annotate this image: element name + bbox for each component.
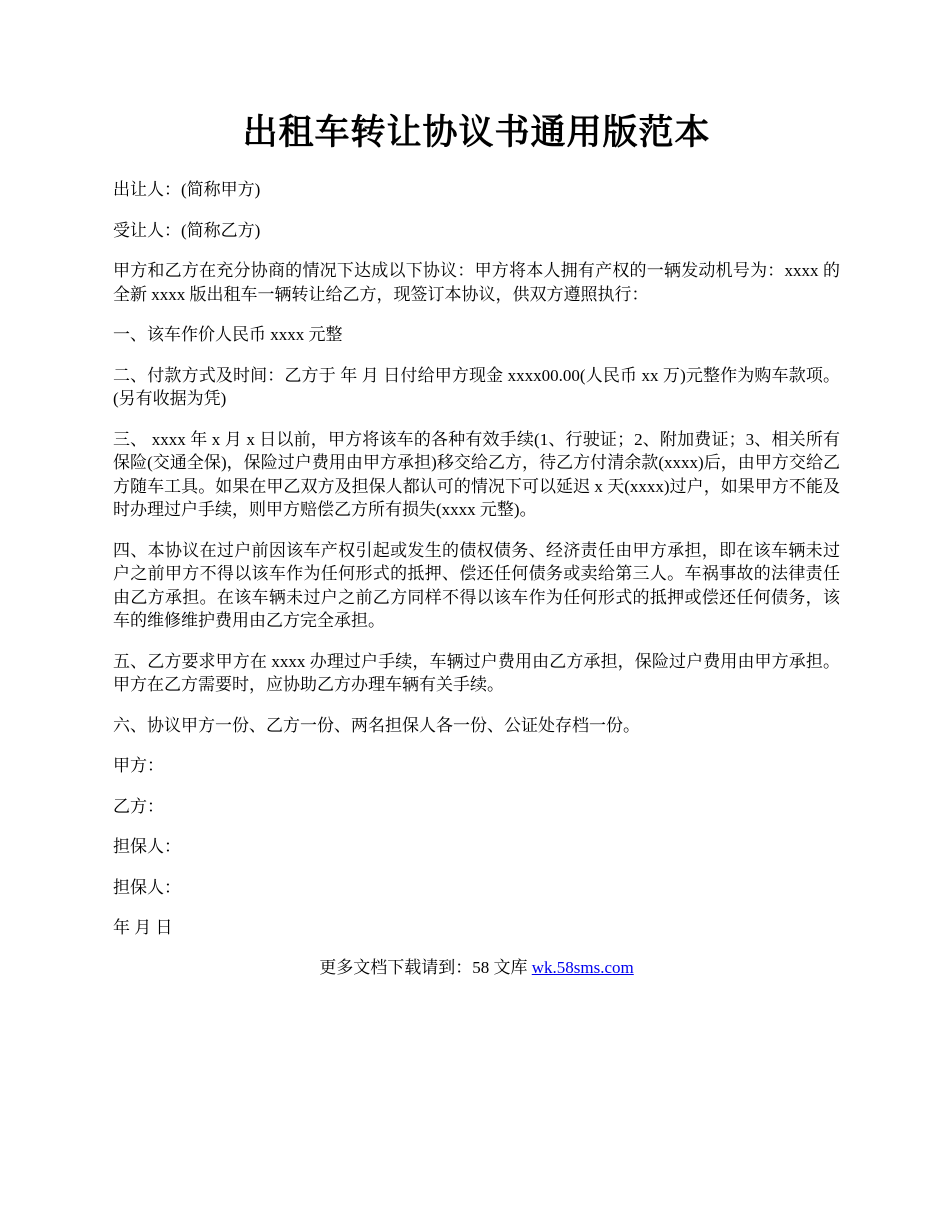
signature-date: 年 月 日 (113, 918, 173, 937)
signature-party-a: 甲方： (113, 756, 164, 775)
paragraph-transferor: 出让人：(简称甲方) (113, 180, 261, 199)
footer-link[interactable]: wk.58sms.com (531, 957, 634, 977)
footer-text: 更多文档下载请到：58 文库 (319, 957, 532, 977)
paragraph-transferee: 受让人：(简称乙方) (113, 220, 261, 240)
signature-guarantor-2: 担保人： (113, 877, 181, 897)
paragraph-clause-3: 三、 xxxx 年 x 月 x 日以前，甲方将该车的各种有效手续(1、行驶证；2、附加费证；3、相关所有保险(交通全保)，保险过户费用由甲方承担)移交给乙方，待乙方付清余款(xxxx)后，由甲方交给乙方随车工具。如果在甲乙双方及担保人都认可的情况下可以延迟 x 天(xxxx)过户，如果甲方不能及时办理过户手续，则甲方赔偿乙方所有损失(xxxx 元整)。 (113, 429, 840, 519)
paragraph-clause-6: 六、协议甲方一份、乙方一份、两名担保人各一份、公证处存档一份。 (113, 715, 640, 735)
paragraph-clause-5: 五、乙方要求甲方在 xxxx 办理过户手续，车辆过户费用由乙方承担，保险过户费用由甲方承担。甲方在乙方需要时，应协助乙方办理车辆有关手续。 (113, 651, 840, 694)
paragraph-clause-1: 一、该车作价人民币 xxxx 元整 (113, 325, 343, 344)
signature-party-b: 乙方： (113, 796, 164, 816)
document-page (113, 112, 840, 979)
signature-guarantor-1: 担保人： (113, 837, 181, 856)
paragraph-intro: 甲方和乙方在充分协商的情况下达成以下协议：甲方将本人拥有产权的一辆发动机号为：xxxx 的全新 xxxx 版出租车一辆转让给乙方，现签订本协议，供双方遵照执行： (113, 261, 840, 304)
document-title: 出租车转让协议书通用版范本 (242, 113, 711, 152)
paragraph-clause-4: 四、本协议在过户前因该车产权引起或发生的债权债务、经济责任由甲方承担，即在该车辆未过户之前甲方不得以该车作为任何形式的抵押、偿还任何债务或卖给第三人。车祸事故的法律责任由乙方承担。在该车辆未过户之前乙方同样不得以该车作为任何形式的抵押或偿还任何债务，该车的维修维护费用由乙方完全承担。 (113, 540, 840, 630)
download-footer (113, 956, 840, 980)
paragraph-clause-2: 二、付款方式及时间：乙方于 年 月 日付给甲方现金 xxxx00.00(人民币 xx 万)元整作为购车款项。(另有收据为凭) (113, 365, 840, 408)
